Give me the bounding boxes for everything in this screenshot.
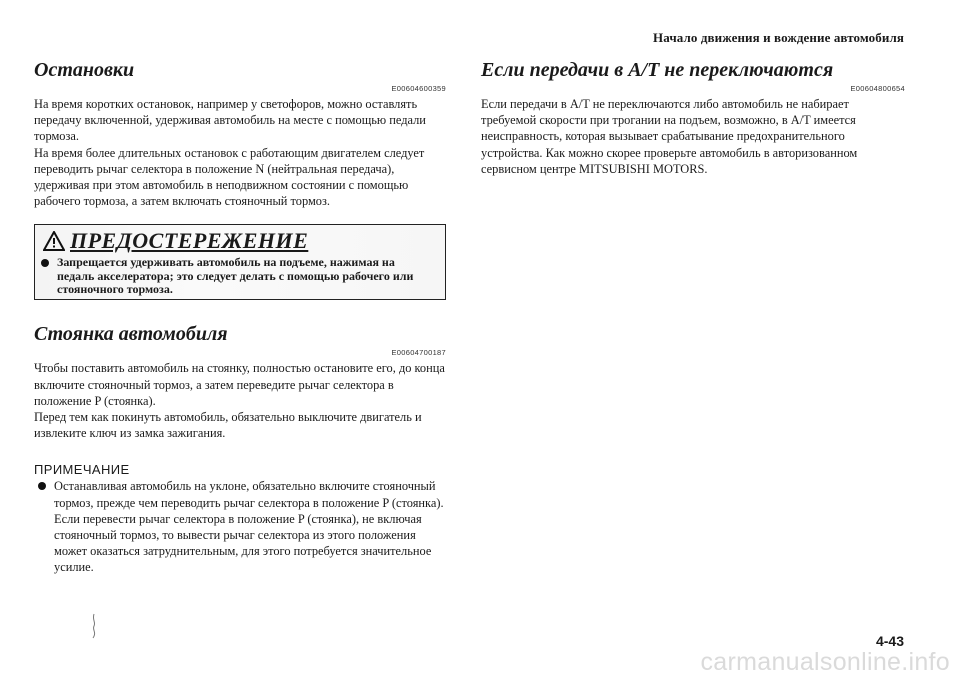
bullet-icon: [41, 259, 49, 267]
left-column: [34, 58, 446, 576]
at-section-text: Если передачи в A/T не переключаются либо автомобиль не набирает требуемой скорости при трогании на подъем, возможно, в A/T имеется неисправность, которая вызывает срабатывание предохранительного устройства. Как можно скорее проверьте автомобиль в авторизованном сервисном центре MITSUBISHI MOTORS.: [481, 97, 858, 176]
note-title: ПРИМЕЧАНИЕ: [34, 462, 130, 478]
at-section-code: E00604800654: [850, 84, 905, 93]
stops-section-code: E00604600359: [391, 84, 446, 93]
note-text: Останавливая автомобиль на уклоне, обязательно включите стояночный тормоз, прежде чем переводить рычаг селектора в положение P (стоянка). Если перевести рычаг селектора в положение P (стоянка), не включая стояночный тормоз, то вывести рычаг селектора из этого положения может оказаться затруднительным, для этого потребуется значительное усилие.: [54, 479, 444, 575]
page-number: 4-43: [875, 633, 904, 649]
right-column: [481, 58, 905, 177]
warning-triangle-icon: [43, 231, 65, 251]
note-item: [34, 478, 446, 575]
parking-section: [34, 322, 446, 441]
bullet-icon: [38, 482, 46, 490]
parking-section-code: E00604700187: [391, 348, 446, 358]
pen-mark: [88, 612, 100, 640]
warning-box: [34, 224, 446, 300]
warning-header: [43, 229, 308, 253]
stops-section-text: На время коротких остановок, например у светофоров, можно оставлять передачу включенной, удерживая автомобиль на месте с помощью педали тормоза. На время более длительных остановок с работающим двигателем следует переводить рычаг селектора в положение N (нейтральная передача), удерживая при этом автомобиль в неподвижном состоянии с помощью рабочего тормоза, а затем включать стояночный тормоз.: [34, 97, 426, 209]
warning-title: ПРЕДОСТЕРЕЖЕНИЕ: [70, 228, 309, 254]
parking-section-title: Стоянка автомобиля: [34, 323, 228, 346]
watermark: carmanualsonline.info: [700, 648, 950, 676]
stops-section-title: Остановки: [34, 59, 135, 81]
parking-section-text: Чтобы поставить автомобиль на стоянку, полностью остановите его, до конца включите стояночный тормоз, а затем переведите рычаг селектора в положение P (стоянка). Перед тем как покинуть автомобиль, обязательно выключите двигатель и извлеките ключ из замка зажигания.: [34, 361, 445, 441]
page-header: Начало движения и вождение автомобиля: [653, 30, 904, 45]
warning-text: Запрещается удерживать автомобиль на подъеме, нажимая на педаль акселератора; это следует делать с помощью рабочего или стояночного тормоза.: [57, 255, 414, 297]
warning-item: [57, 256, 421, 297]
at-section-title: Если передачи в A/T не переключаются: [481, 59, 834, 81]
